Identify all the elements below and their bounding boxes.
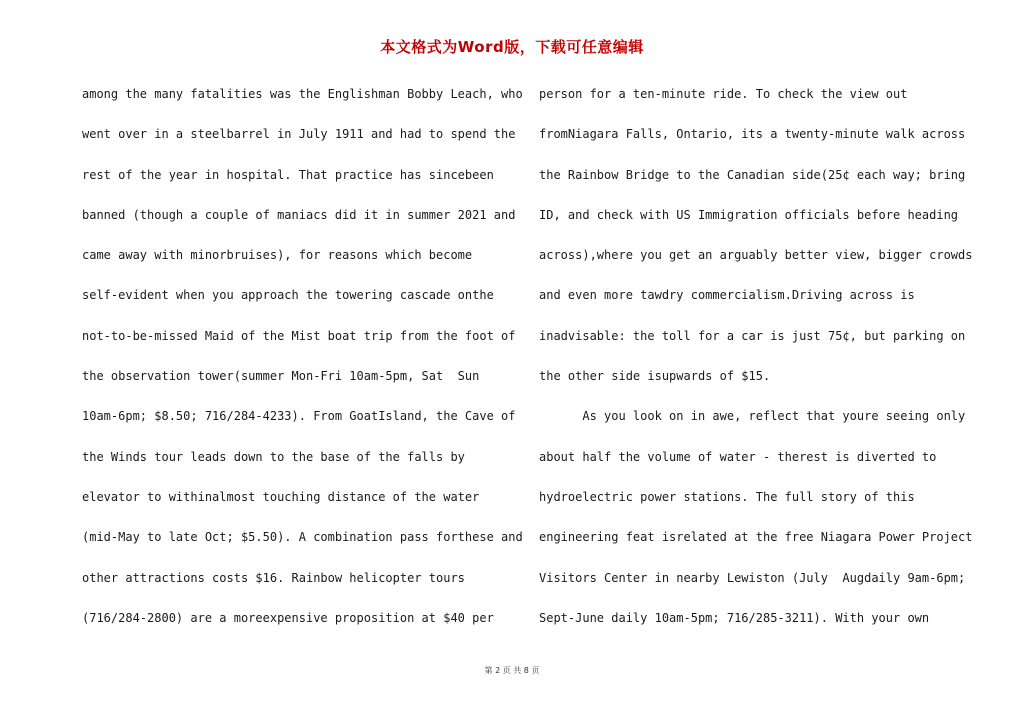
text-line: the Rainbow Bridge to the Canadian side(25¢ each way; bring (539, 167, 966, 182)
text-line: about half the volume of water - therest is diverted to (539, 449, 937, 464)
text-line: the other side isupwards of $15. (539, 369, 771, 384)
page-header-title: 本文格式为Word版，下载可任意编辑 (380, 38, 644, 56)
text-line: engineering feat isrelated at the free Niagara Power Project (539, 530, 973, 545)
right-text-column (539, 84, 973, 648)
text-line: (716/284-2800) are a moreexpensive proposition at $40 per (82, 610, 494, 625)
text-line: ID, and check with US Immigration officials before heading (539, 207, 959, 222)
text-line: fromNiagara Falls, Ontario, its a twenty-minute walk across (539, 127, 966, 142)
text-line: Visitors Center in nearby Lewiston (July Augdaily 9am-6pm; (539, 570, 966, 585)
text-line: inadvisable: the toll for a car is just 75¢, but parking on (539, 328, 966, 343)
left-text-column (82, 84, 523, 648)
text-line: other attractions costs $16. Rainbow helicopter tours (82, 570, 465, 585)
text-line: (mid-May to late Oct; $5.50). A combination pass forthese and (82, 530, 523, 545)
text-line: the Winds tour leads down to the base of the falls by (82, 449, 465, 464)
text-line: not-to-be-missed Maid of the Mist boat trip from the foot of (82, 328, 516, 343)
text-line: 10am-6pm; $8.50; 716/284-4233). From GoatIsland, the Cave of (82, 409, 516, 424)
text-line: elevator to withinalmost touching distance of the water (82, 489, 480, 504)
text-line: hydroelectric power stations. The full story of this (539, 489, 915, 504)
text-line: Sept-June daily 10am-5pm; 716/285-3211). With your own (539, 610, 930, 625)
text-line: went over in a steelbarrel in July 1911 and had to spend the (82, 127, 516, 142)
text-line: rest of the year in hospital. That practice has sincebeen (82, 167, 494, 182)
text-line: the observation tower(summer Mon-Fri 10am-5pm, Sat Sun (82, 369, 480, 384)
text-line: banned (though a couple of maniacs did it in summer 2021 and (82, 207, 516, 222)
text-line: person for a ten-minute ride. To check the view out (539, 87, 908, 101)
text-line: among the many fatalities was the Englishman Bobby Leach, who (82, 87, 523, 101)
text-line: across),where you get an arguably better view, bigger crowds (539, 248, 973, 263)
text-line: and even more tawdry commercialism.Driving across is (539, 288, 915, 303)
text-line: As you look on in awe, reflect that youre seeing only (539, 409, 966, 424)
text-line: self-evident when you approach the towering cascade onthe (82, 288, 494, 303)
text-line: came away with minorbruises), for reasons which become (82, 248, 473, 263)
page-number-footer: 第 2 页 共 8 页 (484, 666, 540, 675)
